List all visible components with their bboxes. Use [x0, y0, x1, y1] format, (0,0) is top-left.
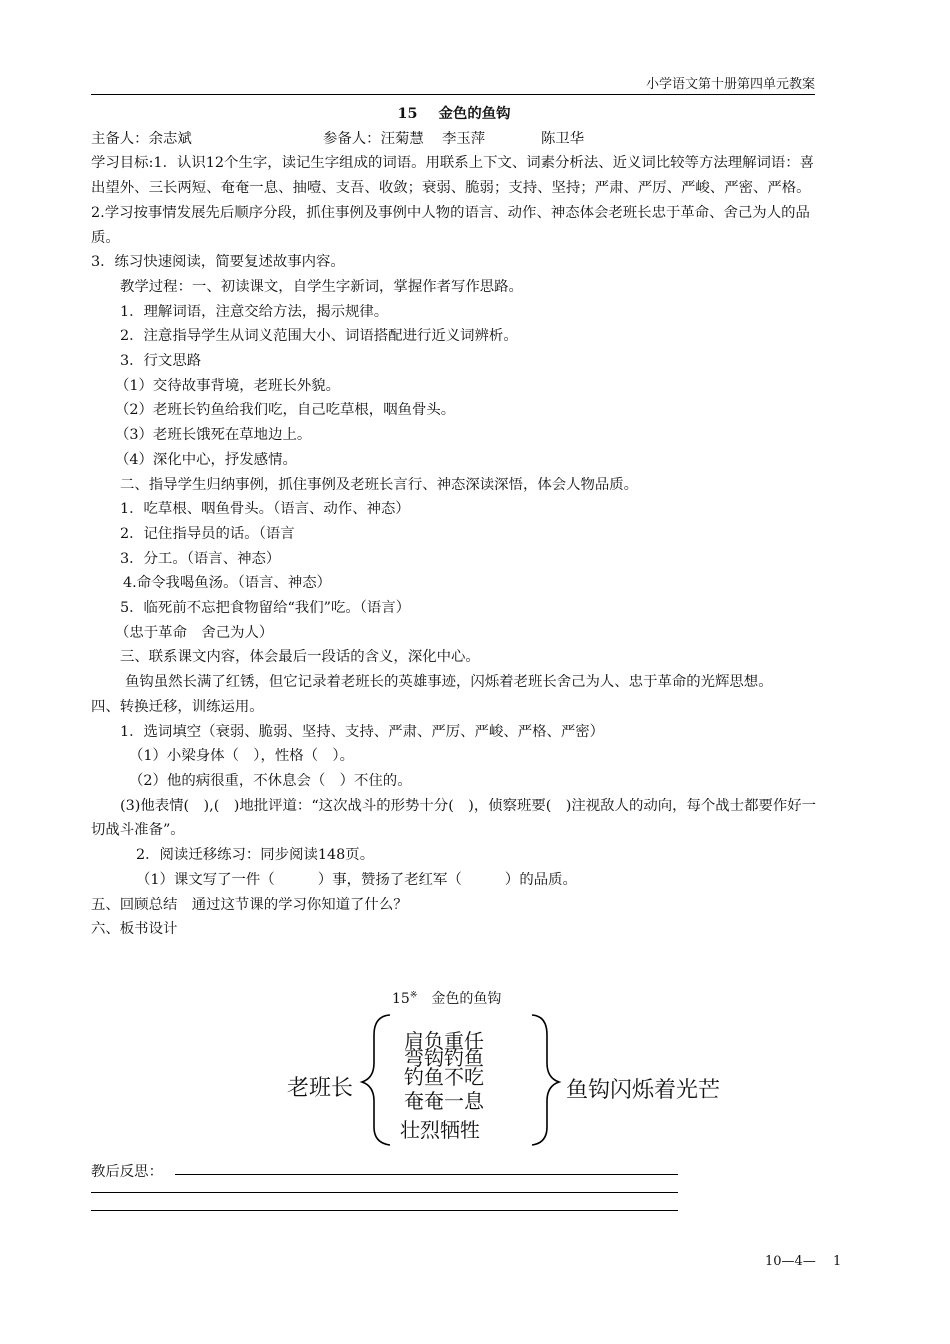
lesson-number: 15 — [397, 105, 418, 122]
co-preparer-2: 李玉萍 — [442, 130, 486, 147]
process-line: 1．理解词语，注意交给方法，揭示规律。 — [120, 303, 389, 320]
process-line: （3）老班长饿死在草地边上。 — [115, 427, 312, 444]
board-right-label: 鱼钩闪烁着光芒 — [566, 1078, 721, 1103]
reflection-line — [175, 1174, 678, 1175]
exercise-line: 1．选词填空（衰弱、脆弱、坚持、支持、严肃、严厉、严峻、严格、严密） — [120, 723, 605, 740]
page-footer: 10—4— 1 — [765, 1254, 842, 1269]
co-preparer-3: 陈卫华 — [541, 130, 585, 147]
co-preparer: 参备人：汪菊慧 — [323, 130, 424, 147]
exercise-line: （1）课文写了一件（ ）事，赞扬了老红军（ ）的品质。 — [136, 871, 577, 888]
process-line: 鱼钩虽然长满了红锈，但它记录着老班长的英雄事迹，闪烁着老班长舍己为人、忠于革命的光辉思想。 — [125, 674, 773, 691]
lesson-title — [91, 102, 817, 127]
section-6: 六、板书设计 — [91, 921, 178, 938]
process-line: （2）老班长钓鱼给我们吃，自己吃草根，咽鱼骨头。 — [115, 402, 456, 419]
process-line: 教学过程：一、初读课文，自学生字新词，掌握作者写作思路。 — [120, 278, 523, 295]
board-item: 奄奄一息 — [404, 1089, 484, 1113]
reflection-line — [91, 1192, 678, 1193]
board-left-label: 老班长 — [287, 1076, 354, 1101]
process-line: 3．分工。（语言、神态） — [120, 550, 281, 567]
board-item: 钓鱼不吃 — [404, 1065, 484, 1089]
objective-3: 3．练习快速阅读，简要复述故事内容。 — [91, 254, 345, 271]
objective-1: 学习目标:1．认识12个生字，读记生字组成的词语。用联系上下文、词素分析法、近义词比较等方法理解词语：喜出望外、三长两短、奄奄一息、抽噎、支吾、收敛；衰弱、脆弱；支持、坚持；严肃、严厉、严峻、严密、严格。 — [91, 155, 815, 197]
right-brace — [532, 1015, 559, 1145]
board-item: 壮烈牺牲 — [400, 1118, 480, 1142]
page-header: 小学语文第十册第四单元教案 — [91, 76, 815, 95]
reflection-line — [91, 1210, 678, 1211]
exercise-line: （1）小梁身体（ ），性格（ ）。 — [129, 748, 355, 765]
process-line: （忠于革命 舍己为人） — [115, 624, 274, 641]
exercise-line: 2．阅读迁移练习：同步阅读148页。 — [136, 847, 375, 864]
process-line: （4）深化中心，抒发感情。 — [115, 451, 297, 468]
exercise-line: (3)他表情( ),( )地批评道：“这次战斗的形势十分( )，侦察班要( )注视敌人的动向，每个战士都要作好一切战斗准备”。 — [91, 797, 817, 839]
board-title-number: 15 — [392, 991, 410, 1007]
process-line: 二、指导学生归纳事例，抓住事例及老班长言行、神态深读深悟，体会人物品质。 — [120, 476, 639, 493]
objective-2: 2.学习按事情发展先后顺序分段，抓住事例及事例中人物的语言、动作、神态体会老班长忠于革命、舍己为人的品质。 — [91, 204, 810, 246]
reflection-label: 教后反思： — [91, 1164, 163, 1180]
process-line: 5．临死前不忘把食物留给“我们”吃。（语言） — [120, 600, 411, 617]
exercise-line: （2）他的病很重，不休息会（ ）不住的。 — [129, 772, 412, 789]
board-title — [392, 988, 501, 1008]
lesson-name: 金色的鱼钩 — [438, 105, 511, 122]
main-preparer: 主备人：余志斌 — [91, 130, 192, 147]
process-line: 2．记住指导员的话。（语言 — [120, 525, 295, 542]
process-line: 2．注意指导学生从词义范围大小、词语搭配进行近义词辨析。 — [120, 328, 518, 345]
process-line: 1．吃草根、咽鱼骨头。（语言、动作、神态） — [120, 501, 410, 518]
left-brace — [362, 1015, 390, 1145]
board-title-mark: ※ — [409, 990, 418, 1001]
board-item: 肩负重任 — [404, 1029, 484, 1053]
process-line: 4.命令我喝鱼汤。（语言、神态） — [123, 575, 331, 592]
section-4: 四、转换迁移，训练运用。 — [91, 698, 264, 715]
contributors-line — [91, 127, 817, 152]
process-line: （1）交待故事背境，老班长外貌。 — [115, 377, 341, 394]
document-body — [91, 102, 817, 942]
section-5: 五、回顾总结 通过这节课的学习你知道了什么？ — [91, 896, 408, 913]
board-item: 弯钩钓鱼 — [404, 1046, 484, 1070]
board-title-name: 金色的鱼钩 — [431, 991, 502, 1007]
process-line: 3．行文思路 — [120, 353, 202, 370]
process-line: 三、联系课文内容，体会最后一段话的含义，深化中心。 — [120, 649, 480, 666]
